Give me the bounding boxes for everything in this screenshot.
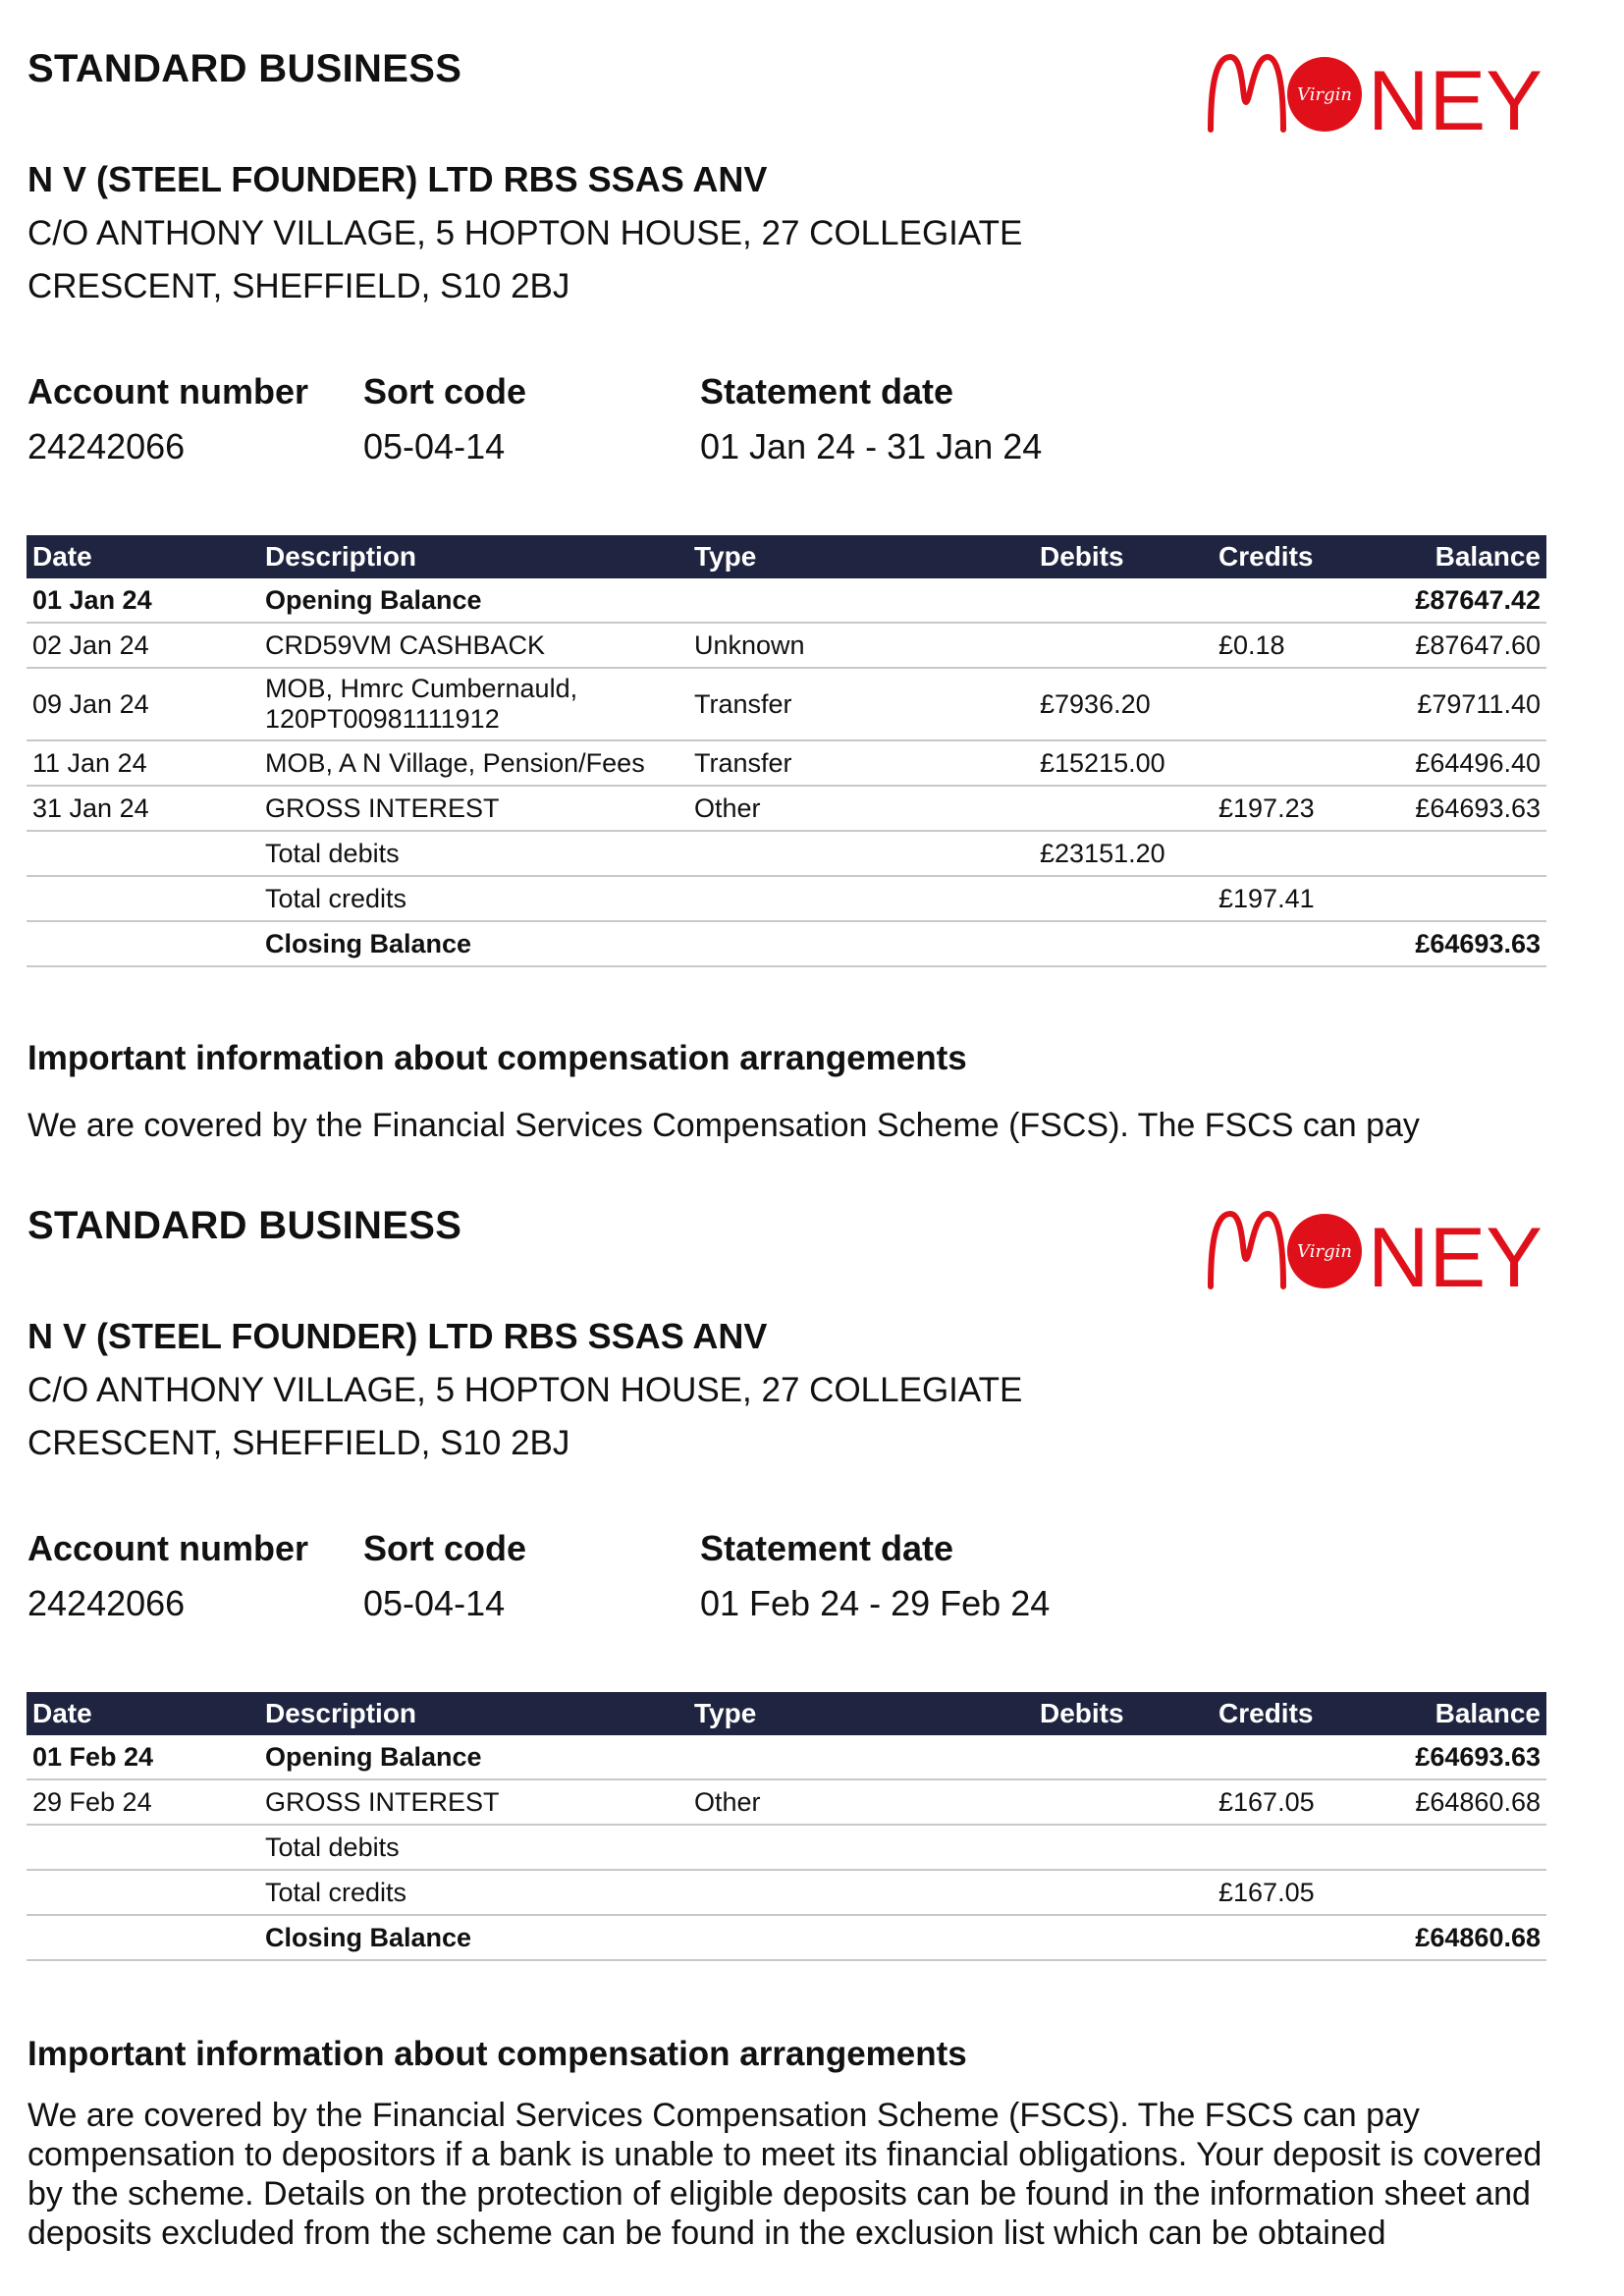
row-description: Total credits	[259, 876, 688, 921]
row-debit	[1034, 1870, 1213, 1915]
row-description-line-1: MOB, Hmrc Cumbernauld,	[265, 674, 578, 703]
row-date	[27, 921, 259, 966]
table-row	[27, 1779, 1546, 1825]
row-debit	[1034, 623, 1213, 668]
sort-code-value: 05-04-14	[363, 426, 506, 466]
row-type: Transfer	[688, 668, 1034, 740]
address-line-2: CRESCENT, SHEFFIELD, S10 2BJ	[27, 1424, 570, 1462]
row-debit	[1034, 1825, 1213, 1870]
account-number-label: Account number	[27, 1528, 309, 1568]
row-date	[27, 1825, 259, 1870]
row-type	[688, 831, 1034, 876]
row-balance: £64693.63	[1372, 1735, 1546, 1779]
row-date: 01 Jan 24	[27, 578, 259, 623]
row-type: Other	[688, 1779, 1034, 1825]
account-number-value: 24242066	[27, 426, 186, 466]
table-row	[27, 668, 1546, 740]
row-credit	[1213, 1825, 1372, 1870]
row-description: Total credits	[259, 1870, 688, 1915]
row-debit	[1034, 578, 1213, 623]
statement-date-label: Statement date	[700, 1528, 954, 1568]
table-row-total-credits	[27, 876, 1546, 921]
row-balance: £64860.68	[1372, 1779, 1546, 1825]
row-debit	[1034, 1779, 1213, 1825]
row-credit	[1213, 578, 1372, 623]
row-debit	[1034, 876, 1213, 921]
row-date: 09 Jan 24	[27, 668, 259, 740]
row-debit: £7936.20	[1034, 668, 1213, 740]
row-description: GROSS INTEREST	[259, 786, 688, 831]
row-debit: £23151.20	[1034, 831, 1213, 876]
row-credit: £0.18	[1213, 623, 1372, 668]
row-description	[259, 668, 688, 740]
row-date: 11 Jan 24	[27, 740, 259, 786]
row-balance: £64693.63	[1372, 921, 1546, 966]
row-type	[688, 1825, 1034, 1870]
svg-text:NEY: NEY	[1368, 1211, 1543, 1298]
row-description: Closing Balance	[259, 921, 688, 966]
table-row-opening-balance	[27, 578, 1546, 623]
row-debit: £15215.00	[1034, 740, 1213, 786]
address-line-2: CRESCENT, SHEFFIELD, S10 2BJ	[27, 267, 570, 305]
row-balance: £87647.42	[1372, 578, 1546, 623]
row-debit	[1034, 921, 1213, 966]
statement-title: STANDARD BUSINESS	[27, 1204, 462, 1247]
table-row	[27, 786, 1546, 831]
statement-date-value: 01 Jan 24 - 31 Jan 24	[700, 426, 1043, 466]
row-date	[27, 1870, 259, 1915]
table-row	[27, 740, 1546, 786]
row-balance: £87647.60	[1372, 623, 1546, 668]
address-line-1: C/O ANTHONY VILLAGE, 5 HOPTON HOUSE, 27 COLLEGIATE	[27, 214, 1023, 252]
row-type	[688, 1870, 1034, 1915]
row-balance	[1372, 1870, 1546, 1915]
row-debit	[1034, 1735, 1213, 1779]
row-type	[688, 876, 1034, 921]
row-date: 29 Feb 24	[27, 1779, 259, 1825]
row-balance: £64860.68	[1372, 1915, 1546, 1960]
transactions-table	[27, 535, 1546, 967]
column-header-date: Date	[27, 1692, 259, 1735]
row-credit: £197.41	[1213, 876, 1372, 921]
column-header-description: Description	[259, 535, 688, 578]
account-holder-name: N V (STEEL FOUNDER) LTD RBS SSAS ANV	[27, 1316, 768, 1356]
account-number-label: Account number	[27, 371, 309, 411]
row-credit: £197.23	[1213, 786, 1372, 831]
row-type	[688, 1915, 1034, 1960]
statement-date-label: Statement date	[700, 371, 954, 411]
table-row-closing-balance	[27, 921, 1546, 966]
compensation-heading: Important information about compensation arrangements	[27, 2035, 967, 2073]
column-header-debits: Debits	[1034, 535, 1213, 578]
row-description: Closing Balance	[259, 1915, 688, 1960]
transactions-table	[27, 1692, 1546, 1961]
row-type: Other	[688, 786, 1034, 831]
svg-text:Virgin: Virgin	[1297, 1241, 1352, 1262]
table-row-closing-balance	[27, 1915, 1546, 1960]
row-date	[27, 831, 259, 876]
svg-text:Virgin: Virgin	[1297, 84, 1352, 105]
row-description: Opening Balance	[259, 1735, 688, 1779]
row-debit	[1034, 786, 1213, 831]
row-date	[27, 876, 259, 921]
column-header-date: Date	[27, 535, 259, 578]
virgin-money-logo	[1203, 1200, 1546, 1298]
table-row-opening-balance	[27, 1735, 1546, 1779]
sort-code-label: Sort code	[363, 371, 527, 411]
sort-code-value: 05-04-14	[363, 1583, 506, 1623]
row-description: Total debits	[259, 831, 688, 876]
statement-february	[0, 1157, 1624, 2296]
row-balance	[1372, 831, 1546, 876]
column-header-type: Type	[688, 1692, 1034, 1735]
row-date: 01 Feb 24	[27, 1735, 259, 1779]
table-header-row	[27, 1692, 1546, 1735]
row-type	[688, 1735, 1034, 1779]
table-header-row	[27, 535, 1546, 578]
row-balance: £64496.40	[1372, 740, 1546, 786]
svg-text:NEY: NEY	[1368, 54, 1543, 141]
account-holder-name: N V (STEEL FOUNDER) LTD RBS SSAS ANV	[27, 159, 768, 199]
row-description: Total debits	[259, 1825, 688, 1870]
row-type: Unknown	[688, 623, 1034, 668]
virgin-money-logo	[1203, 43, 1546, 141]
row-credit	[1213, 1735, 1372, 1779]
row-credit	[1213, 1915, 1372, 1960]
row-description: MOB, A N Village, Pension/Fees	[259, 740, 688, 786]
column-header-credits: Credits	[1213, 1692, 1372, 1735]
row-date	[27, 1915, 259, 1960]
sort-code-label: Sort code	[363, 1528, 527, 1568]
row-balance	[1372, 876, 1546, 921]
row-balance: £79711.40	[1372, 668, 1546, 740]
row-credit	[1213, 740, 1372, 786]
row-credit: £167.05	[1213, 1870, 1372, 1915]
row-type: Transfer	[688, 740, 1034, 786]
address-line-1: C/O ANTHONY VILLAGE, 5 HOPTON HOUSE, 27 COLLEGIATE	[27, 1371, 1023, 1409]
row-credit	[1213, 831, 1372, 876]
account-number-value: 24242066	[27, 1583, 186, 1623]
row-description: Opening Balance	[259, 578, 688, 623]
column-header-balance: Balance	[1372, 535, 1546, 578]
row-description-line-2: 120PT00981111912	[265, 704, 500, 734]
table-row-total-debits	[27, 1825, 1546, 1870]
row-description: GROSS INTEREST	[259, 1779, 688, 1825]
table-row-total-credits	[27, 1870, 1546, 1915]
compensation-text: We are covered by the Financial Services Compensation Scheme (FSCS). The FSCS can pay	[27, 1107, 1420, 1144]
row-type	[688, 578, 1034, 623]
row-date: 02 Jan 24	[27, 623, 259, 668]
row-credit	[1213, 921, 1372, 966]
table-row-total-debits	[27, 831, 1546, 876]
row-description: CRD59VM CASHBACK	[259, 623, 688, 668]
compensation-text: We are covered by the Financial Services Compensation Scheme (FSCS). The FSCS can pay compensation to depositors if a bank is unable to meet its financial obligations. Your deposit is covered by the scheme. Details on the protection of eligible deposits can be found in the information sheet and deposits excluded from the scheme can be found in the exclusion list which can be obtained	[27, 2097, 1543, 2252]
statement-title: STANDARD BUSINESS	[27, 47, 462, 90]
row-credit: £167.05	[1213, 1779, 1372, 1825]
column-header-type: Type	[688, 535, 1034, 578]
row-date: 31 Jan 24	[27, 786, 259, 831]
column-header-credits: Credits	[1213, 535, 1372, 578]
statement-date-value: 01 Feb 24 - 29 Feb 24	[700, 1583, 1051, 1623]
compensation-heading: Important information about compensation arrangements	[27, 1039, 967, 1077]
column-header-debits: Debits	[1034, 1692, 1213, 1735]
table-row	[27, 623, 1546, 668]
column-header-balance: Balance	[1372, 1692, 1546, 1735]
row-balance	[1372, 1825, 1546, 1870]
column-header-description: Description	[259, 1692, 688, 1735]
row-debit	[1034, 1915, 1213, 1960]
row-balance: £64693.63	[1372, 786, 1546, 831]
row-type	[688, 921, 1034, 966]
row-credit	[1213, 668, 1372, 740]
